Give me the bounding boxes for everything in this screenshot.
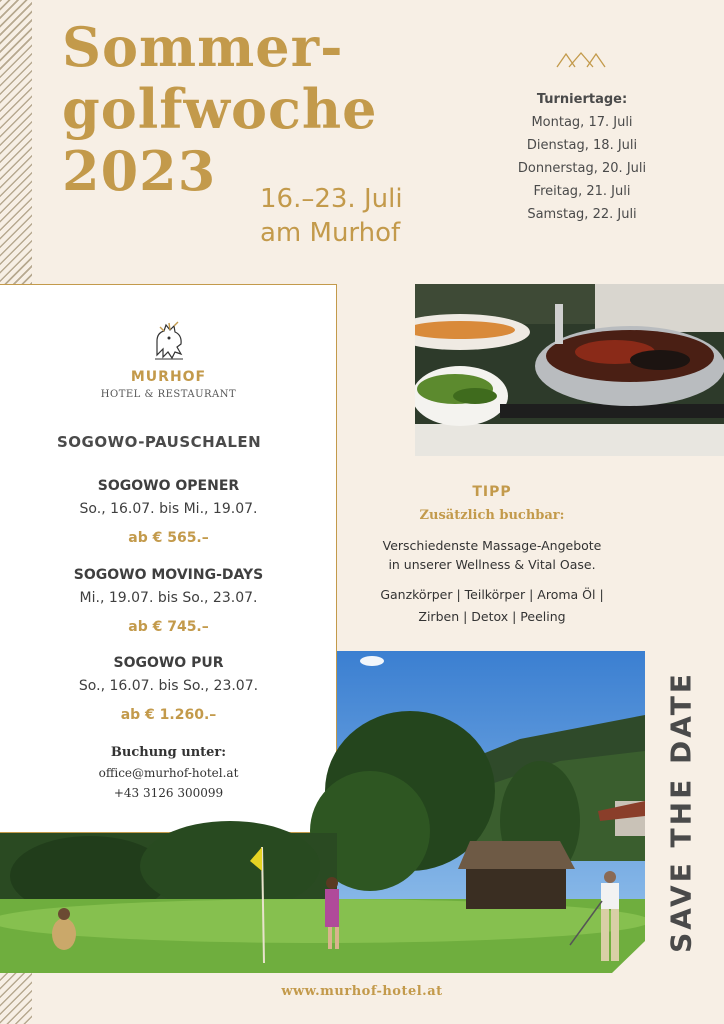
decorative-stripes-top — [0, 0, 32, 284]
logo-name: MURHOF — [130, 369, 207, 385]
package-period: Mi., 19.07. bis So., 23.07. — [79, 590, 258, 606]
package-price: ab € 745.– — [128, 619, 209, 635]
package-name: SOGOWO MOVING-DAYS — [73, 567, 264, 583]
logo-subtitle: HOTEL & RESTAURANT — [100, 389, 237, 400]
package-price: ab € 565.– — [128, 530, 209, 546]
title-line-2: golfwoche — [62, 77, 378, 141]
package-item — [0, 564, 337, 638]
title-line-3: 2023 — [62, 139, 217, 203]
tournament-day: Donnerstag, 20. Juli — [517, 161, 647, 176]
tournament-days — [504, 88, 660, 226]
tipp-label: TIPP — [472, 484, 512, 500]
package-period: So., 16.07. bis Mi., 19.07. — [79, 501, 258, 517]
booking-heading: Buchung unter: — [110, 745, 227, 760]
booking-phone[interactable]: +43 3126 300099 — [113, 786, 224, 800]
massage-options-line: Zirben | Detox | Peeling — [418, 609, 566, 624]
tournament-day: Freitag, 21. Juli — [533, 184, 631, 199]
tournament-heading: Turniertage: — [536, 92, 628, 107]
package-name: SOGOWO OPENER — [97, 478, 240, 494]
mountain-icon — [556, 50, 606, 70]
tipp-subtitle: Zusätzlich buchbar: — [419, 508, 565, 523]
massage-options — [354, 584, 630, 628]
tipp-text-line: in unserer Wellness & Vital Oase. — [388, 557, 596, 572]
tipp-text-line: Verschiedenste Massage-Angebote — [382, 538, 602, 553]
packages-heading: SOGOWO-PAUSCHALEN — [57, 433, 262, 451]
tournament-day: Samstag, 22. Juli — [527, 207, 637, 222]
griffin-logo-icon — [149, 321, 189, 363]
logo — [0, 321, 337, 368]
tipp-description — [354, 536, 630, 574]
page-title — [62, 16, 378, 202]
save-the-date: SAVE THE DATE — [664, 671, 698, 953]
title-line-1: Sommer- — [62, 15, 344, 79]
tournament-day: Montag, 17. Juli — [531, 115, 633, 130]
event-place: am Murhof — [260, 218, 401, 248]
package-price: ab € 1.260.– — [120, 707, 217, 723]
event-dates — [260, 182, 403, 250]
package-period: So., 16.07. bis So., 23.07. — [78, 678, 259, 694]
buffet-photo — [415, 284, 724, 456]
tournament-day: Dienstag, 18. Juli — [526, 138, 638, 153]
website-link[interactable]: www.murhof-hotel.at — [281, 984, 443, 999]
massage-options-line: Ganzkörper | Teilkörper | Aroma Öl | — [380, 587, 604, 602]
package-item — [0, 475, 337, 549]
date-range: 16.–23. Juli — [260, 184, 403, 214]
golf-course-photo — [0, 651, 645, 973]
booking-email[interactable]: office@murhof-hotel.at — [98, 766, 239, 780]
package-name: SOGOWO PUR — [113, 655, 224, 671]
